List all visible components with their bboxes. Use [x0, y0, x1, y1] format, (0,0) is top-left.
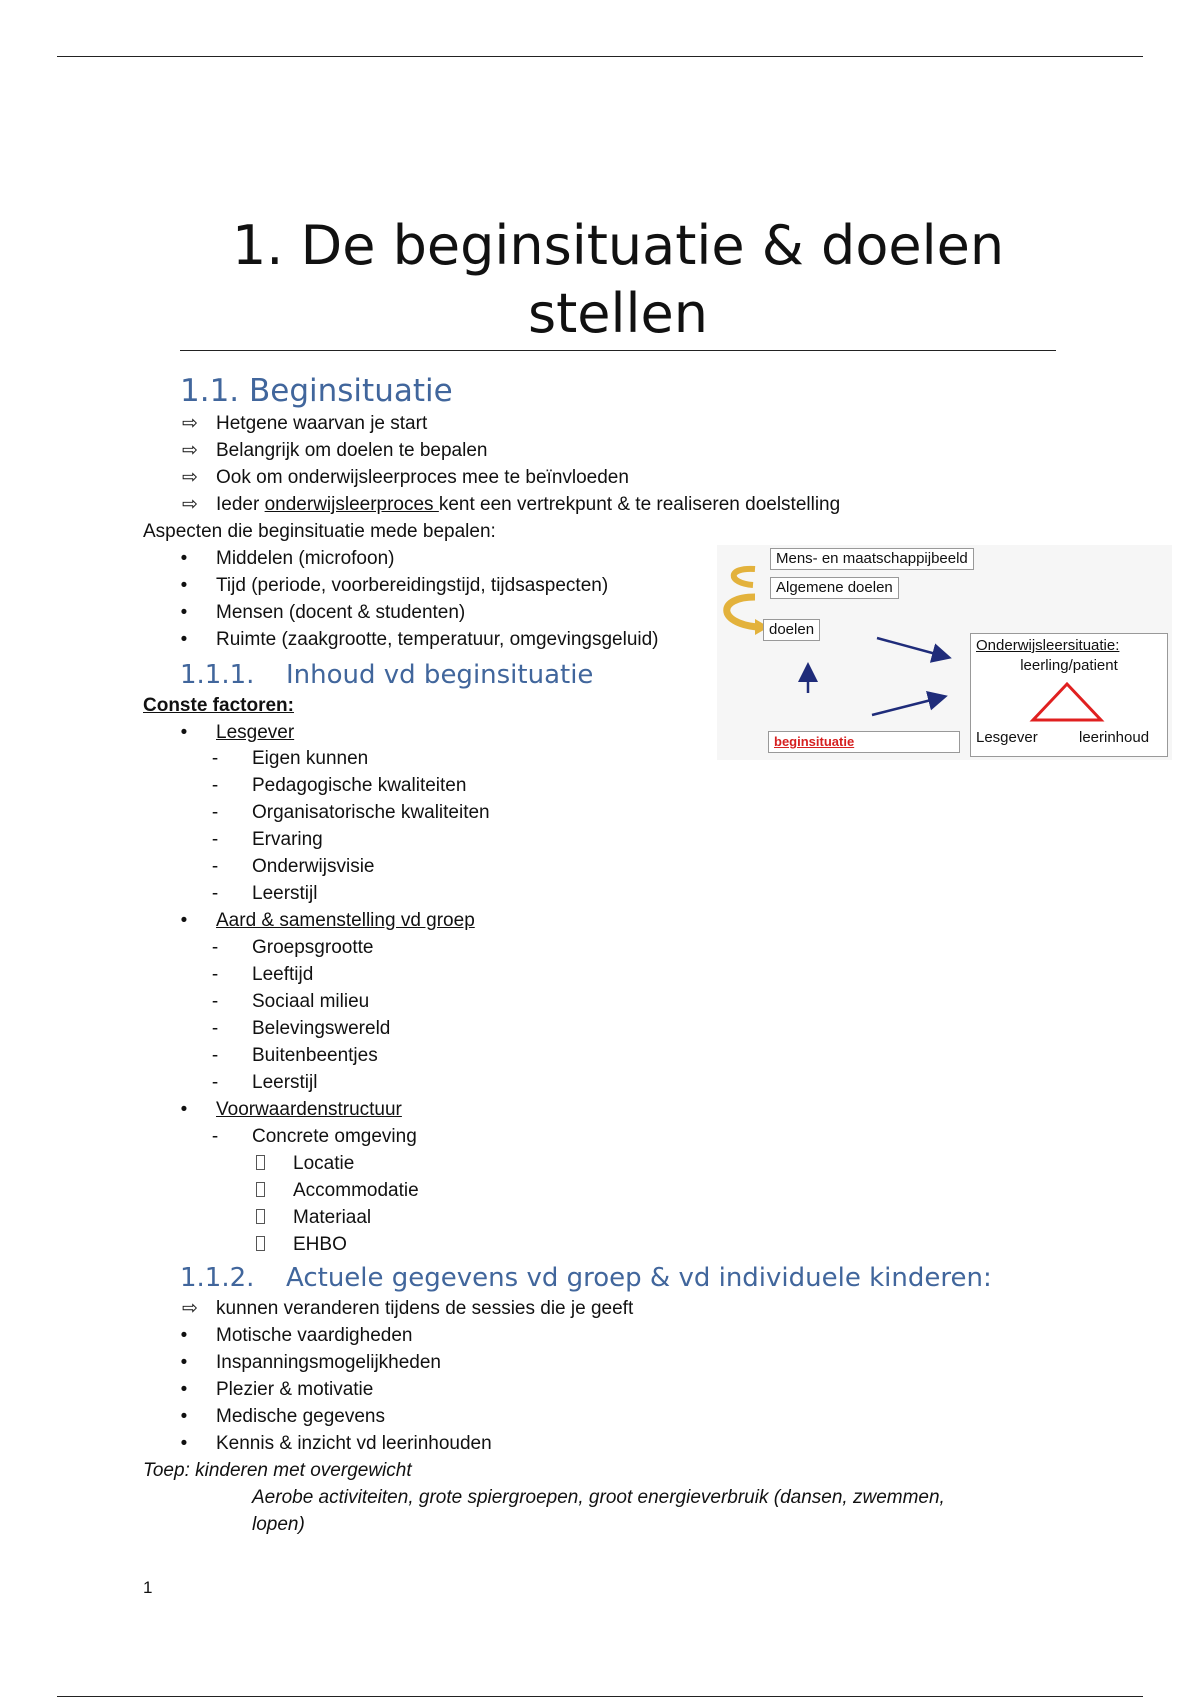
dash-bullet-icon: -	[211, 775, 219, 796]
dash-bullet-icon: -	[211, 748, 219, 769]
square-bullet-icon	[256, 1209, 265, 1224]
doelen-box: doelen	[763, 619, 820, 641]
bullet-dot-icon: •	[180, 548, 188, 569]
arrow-bullet-icon: ⇨	[182, 1298, 198, 1319]
list-item-text: Tijd (periode, voorbereidingstijd, tijdsaspecten)	[216, 575, 609, 596]
list-item-text: Inspanningsmogelijkheden	[216, 1352, 441, 1373]
heading-text: Inhoud vd beginsituatie	[286, 660, 594, 690]
sub-item-text: Concrete omgeving	[252, 1126, 417, 1147]
arrow-item-text: Ieder onderwijsleerproces kent een vertrekpunt & te realiseren doelstelling	[216, 494, 841, 515]
arrow-bullet-icon: ⇨	[182, 494, 198, 515]
arrow-bullet-icon: ⇨	[182, 440, 198, 461]
page-number: 1	[143, 1578, 153, 1597]
square-bullet-icon	[256, 1236, 265, 1251]
curl-arrow-icon	[727, 597, 757, 627]
beginsituatie-box: beginsituatie	[768, 731, 960, 753]
dash-bullet-icon: -	[211, 802, 219, 823]
heading-number: 1.1.2.	[180, 1263, 255, 1293]
bullet-dot-icon: •	[180, 910, 188, 931]
dash-bullet-icon: -	[211, 1018, 219, 1039]
sub-sub-item	[256, 1234, 347, 1256]
arrow-item-text: Belangrijk om doelen te bepalen	[216, 440, 488, 461]
page-title: 1. De beginsituatie & doelen stellen	[231, 214, 1005, 345]
dash-bullet-icon: -	[211, 1072, 219, 1093]
sub-item-text: Sociaal milieu	[252, 991, 370, 1012]
list-item-text: Plezier & motivatie	[216, 1379, 374, 1400]
toep-detail: Aerobe activiteiten, grote spiergroepen, groot energieverbruik (dansen, zwemmen,	[252, 1487, 945, 1508]
arrow-bullet-icon: ⇨	[182, 467, 198, 488]
square-bullet-icon	[256, 1182, 265, 1197]
situatie-title: Onderwijsleersituatie:	[976, 637, 1120, 654]
sub-item-text: Leeftijd	[252, 964, 314, 985]
sub-sub-item-text: EHBO	[293, 1234, 347, 1255]
heading-number: 1.1.1.	[180, 660, 255, 690]
bullet-dot-icon: •	[180, 1352, 188, 1373]
leerinhoud-label: leerinhoud	[1079, 729, 1150, 746]
triangle-icon	[1027, 680, 1107, 728]
toep-line: Toep: kinderen met overgewicht	[143, 1460, 412, 1481]
sub-sub-item-text: Locatie	[293, 1153, 355, 1174]
sub-item-text: Belevingswereld	[252, 1018, 391, 1039]
sub-sub-item	[256, 1207, 372, 1229]
bullet-dot-icon: •	[180, 722, 188, 743]
list-item-text: Medische gegevens	[216, 1406, 385, 1427]
onderwijsleersituatie-box	[970, 633, 1168, 757]
square-bullet-icon	[256, 1155, 265, 1170]
doelen-arrow-icon	[877, 638, 947, 657]
heading-1-1: 1.1. Beginsituatie	[180, 373, 453, 409]
list-item-text: Motische vaardigheden	[216, 1325, 413, 1346]
dash-bullet-icon: -	[211, 856, 219, 877]
mens-box: Mens- en maatschappijbeeld	[770, 548, 974, 570]
header-rule	[57, 56, 1143, 57]
footer-rule	[57, 1696, 1143, 1697]
sub-sub-item	[256, 1180, 419, 1202]
sub-item-text: Groepsgrootte	[252, 937, 374, 958]
sub-item-text: Leerstijl	[252, 1072, 318, 1093]
title-block	[180, 212, 1056, 348]
list-item-text: Ruimte (zaakgrootte, temperatuur, omgevingsgeluid)	[216, 629, 659, 650]
bullet-dot-icon: •	[180, 602, 188, 623]
dash-bullet-icon: -	[211, 829, 219, 850]
list-item-text: Mensen (docent & studenten)	[216, 602, 466, 623]
bullet-dot-icon: •	[180, 575, 188, 596]
situatie-subtitle: leerling/patient	[1020, 657, 1118, 674]
bullet-dot-icon: •	[180, 1433, 188, 1454]
arrow-item-text: Hetgene waarvan je start	[216, 413, 428, 434]
aspects-intro: Aspecten die beginsituatie mede bepalen:	[143, 521, 496, 542]
heading-1-1-1	[180, 659, 594, 691]
bullet-dot-icon: •	[180, 1325, 188, 1346]
dash-bullet-icon: -	[211, 991, 219, 1012]
sub-sub-item-text: Accommodatie	[293, 1180, 419, 1201]
group-label: Lesgever	[216, 722, 295, 743]
group-label: Voorwaardenstructuur	[216, 1099, 402, 1120]
curl-arrow-icon	[734, 569, 755, 585]
sub-item-text: Pedagogische kwaliteiten	[252, 775, 467, 796]
dash-bullet-icon: -	[211, 883, 219, 904]
sub-item-text: Organisatorische kwaliteiten	[252, 802, 490, 823]
heading-text: Actuele gegevens vd groep & vd individuele kinderen:	[286, 1263, 992, 1293]
sub-item-text: Leerstijl	[252, 883, 318, 904]
bullet-dot-icon: •	[180, 1099, 188, 1120]
dash-bullet-icon: -	[211, 937, 219, 958]
dash-bullet-icon: -	[211, 1045, 219, 1066]
factors-label: Conste factoren:	[143, 695, 294, 716]
arrow-bullet-icon: ⇨	[182, 413, 198, 434]
arrow-item-text: Ook om onderwijsleerproces mee te beïnvloeden	[216, 467, 629, 488]
list-item-text: Middelen (microfoon)	[216, 548, 395, 569]
beginsituatie-arrow-icon	[872, 697, 943, 715]
title-rule	[180, 350, 1056, 351]
sub-sub-item	[256, 1153, 355, 1175]
sub-item-text: Eigen kunnen	[252, 748, 369, 769]
list-item-text: Kennis & inzicht vd leerinhouden	[216, 1433, 492, 1454]
dash-bullet-icon: -	[211, 1126, 219, 1147]
arrow-item-text: kunnen veranderen tijdens de sessies die je geeft	[216, 1298, 634, 1319]
group-label: Aard & samenstelling vd groep	[216, 910, 475, 931]
bullet-dot-icon: •	[180, 629, 188, 650]
dash-bullet-icon: -	[211, 964, 219, 985]
lesgever-label: Lesgever	[976, 729, 1038, 746]
sub-sub-item-text: Materiaal	[293, 1207, 372, 1228]
toep-detail: lopen)	[252, 1514, 305, 1535]
heading-1-1-2	[180, 1262, 992, 1294]
sub-item-text: Ervaring	[252, 829, 323, 850]
bullet-dot-icon: •	[180, 1406, 188, 1427]
beginsituatie-diagram	[717, 545, 1172, 760]
sub-item-text: Onderwijsvisie	[252, 856, 375, 877]
bullet-dot-icon: •	[180, 1379, 188, 1400]
sub-item-text: Buitenbeentjes	[252, 1045, 378, 1066]
algemene-doelen-box: Algemene doelen	[770, 577, 899, 599]
